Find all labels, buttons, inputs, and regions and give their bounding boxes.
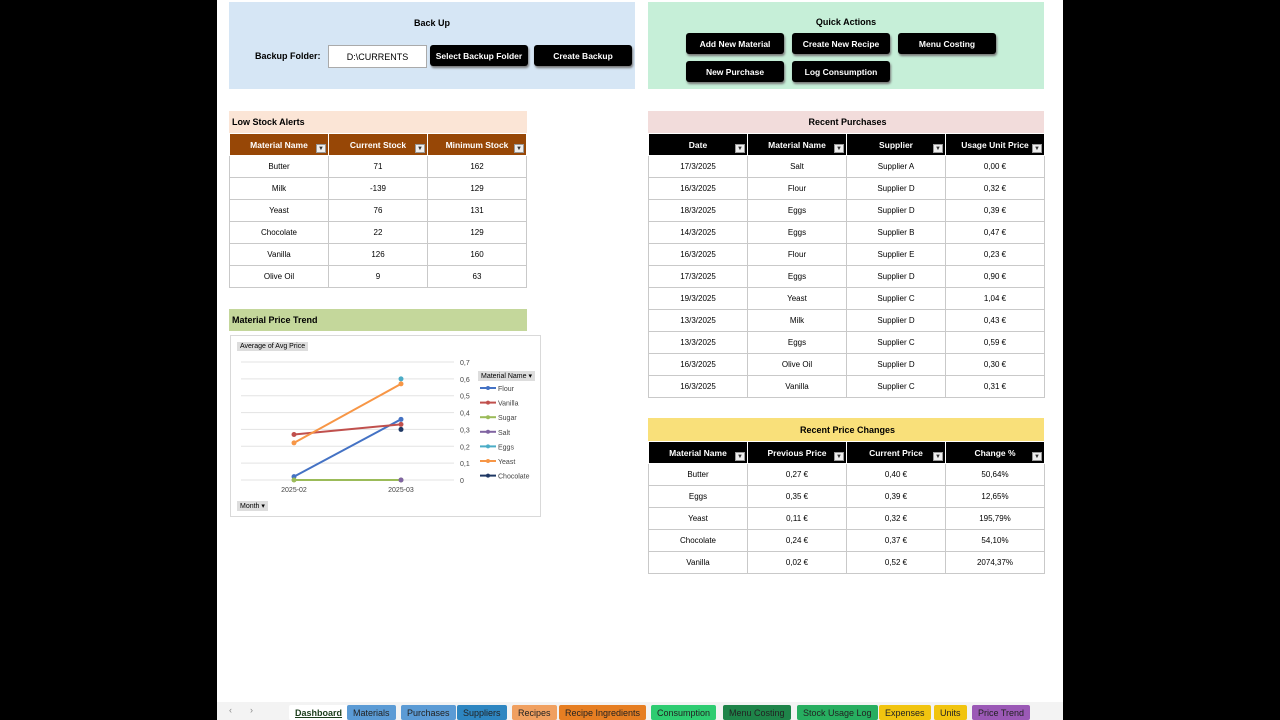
x-tick-label: 2025-03 (388, 487, 414, 494)
column-header[interactable] (329, 134, 428, 156)
scroll-right-icon[interactable]: › (250, 705, 253, 715)
column-header[interactable] (748, 134, 847, 156)
table-cell[interactable]: Supplier B (847, 222, 946, 244)
sheet-tab[interactable]: Dashboard (289, 705, 348, 720)
table-cell[interactable]: 16/3/2025 (649, 376, 748, 398)
legend-label[interactable]: Chocolate (498, 473, 530, 481)
sheet-tab[interactable]: Stock Usage Log (797, 705, 878, 720)
column-header[interactable] (847, 134, 946, 156)
column-header-label: Previous Price (767, 447, 827, 458)
price-trend-chart[interactable] (230, 335, 541, 517)
y-tick-label: 0,3 (460, 427, 470, 435)
table-cell[interactable]: 0,32 € (946, 178, 1045, 200)
column-header-label: Material Name (768, 139, 826, 150)
table-cell[interactable]: 129 (428, 178, 527, 200)
column-header-label: Change % (974, 447, 1016, 458)
sheet-tab[interactable]: Price Trend (972, 705, 1030, 720)
legend-label[interactable]: Vanilla (498, 400, 519, 408)
x-tick-label: 2025-02 (281, 487, 307, 494)
table-cell[interactable]: 162 (428, 156, 527, 178)
table-cell[interactable]: 0,02 € (748, 552, 847, 574)
material-price-trend-title: Material Price Trend (229, 309, 527, 331)
data-point-eggs[interactable] (399, 376, 404, 381)
backup-panel (229, 2, 635, 89)
table-cell[interactable]: Chocolate (649, 530, 748, 552)
table-cell[interactable]: Supplier C (847, 376, 946, 398)
y-tick-label: 0 (460, 478, 464, 485)
table-cell[interactable]: 0,47 € (946, 222, 1045, 244)
data-point-flour[interactable] (399, 417, 404, 422)
table-row (649, 178, 1045, 200)
y-tick-label: 0,5 (460, 393, 470, 401)
sheet-tab[interactable]: Units (934, 705, 967, 720)
menu-costing-button[interactable]: Menu Costing (898, 33, 996, 54)
column-header[interactable] (428, 134, 527, 156)
legend-marker (486, 474, 490, 478)
recent-price-changes-table (648, 441, 1045, 574)
column-header-label: Usage Unit Price (961, 139, 1029, 150)
table-cell[interactable]: Butter (649, 464, 748, 486)
table-cell[interactable]: 16/3/2025 (649, 244, 748, 266)
legend-marker (486, 415, 490, 419)
table-cell[interactable]: Supplier D (847, 266, 946, 288)
table-cell[interactable]: 131 (428, 200, 527, 222)
add-new-material-button[interactable]: Add New Material (686, 33, 784, 54)
filter-dropdown-icon[interactable]: ▼ (1032, 144, 1042, 153)
table-cell[interactable]: Olive Oil (230, 266, 329, 288)
column-header[interactable] (946, 134, 1045, 156)
table-row (649, 222, 1045, 244)
recent-purchases-title: Recent Purchases (648, 111, 1044, 133)
column-header-label: Material Name (250, 139, 308, 150)
table-cell[interactable]: Supplier C (847, 332, 946, 354)
data-point-chocolate[interactable] (399, 427, 404, 432)
table-row (230, 156, 527, 178)
table-cell[interactable]: Salt (748, 156, 847, 178)
low-stock-table (229, 133, 527, 288)
table-row (649, 244, 1045, 266)
column-header-label: Date (688, 139, 708, 150)
sheet-tab[interactable]: Materials (347, 705, 396, 720)
column-header-label: Minimum Stock (445, 139, 509, 150)
table-cell[interactable]: 0,40 € (847, 464, 946, 486)
table-row (230, 244, 527, 266)
table-cell[interactable]: 71 (329, 156, 428, 178)
table-row (649, 508, 1045, 530)
table-cell[interactable]: Supplier D (847, 200, 946, 222)
legend-marker (486, 444, 490, 448)
legend-label[interactable]: Flour (498, 386, 514, 393)
table-row (649, 310, 1045, 332)
table-cell[interactable]: 195,79% (946, 508, 1045, 530)
series-line-yeast (294, 384, 401, 443)
data-point-vanilla[interactable] (292, 432, 297, 437)
table-row (649, 486, 1045, 508)
month-filter-label: Month (240, 503, 260, 510)
table-cell[interactable]: 0,90 € (946, 266, 1045, 288)
filter-dropdown-icon[interactable]: ▼ (1032, 452, 1042, 461)
table-cell[interactable]: 17/3/2025 (649, 266, 748, 288)
table-cell[interactable]: 0,00 € (946, 156, 1045, 178)
table-cell[interactable]: 0,32 € (847, 508, 946, 530)
legend-label[interactable]: Eggs (498, 444, 514, 452)
sheet-tab[interactable]: Recipes (512, 705, 557, 720)
table-cell[interactable]: 0,59 € (946, 332, 1045, 354)
recent-price-changes-title: Recent Price Changes (648, 418, 1044, 441)
table-cell[interactable]: 126 (329, 244, 428, 266)
header-row (649, 442, 1045, 464)
legend-marker (486, 401, 490, 405)
table-cell[interactable]: Supplier A (847, 156, 946, 178)
column-header[interactable] (649, 442, 748, 464)
table-cell[interactable]: Milk (230, 178, 329, 200)
y-tick-label: 0,1 (460, 461, 470, 469)
scroll-left-icon[interactable]: ‹ (229, 705, 232, 715)
data-point-sugar[interactable] (292, 478, 297, 483)
backup-title: Back Up (413, 18, 450, 28)
sheet-tab[interactable]: Menu Costing (723, 705, 791, 720)
table-row (649, 530, 1045, 552)
table-row (649, 354, 1045, 376)
create-backup-button[interactable]: Create Backup (534, 45, 632, 66)
table-cell[interactable]: 50,64% (946, 464, 1045, 486)
table-row (230, 200, 527, 222)
table-row (649, 156, 1045, 178)
column-header-label: Current Stock (349, 139, 407, 150)
table-cell[interactable]: 14/3/2025 (649, 222, 748, 244)
table-cell[interactable]: 13/3/2025 (649, 332, 748, 354)
month-filter-button[interactable]: Month ▾ (237, 501, 268, 511)
column-header[interactable] (649, 134, 748, 156)
log-consumption-button[interactable]: Log Consumption (792, 61, 890, 82)
legend-title: Material Name (481, 373, 527, 380)
quick-actions-title: Quick Actions (815, 17, 877, 27)
table-cell[interactable]: Flour (748, 244, 847, 266)
table-cell[interactable]: Vanilla (748, 376, 847, 398)
column-header-label: Supplier (878, 139, 913, 150)
filter-dropdown-icon[interactable]: ▼ (514, 144, 524, 153)
table-cell[interactable]: Olive Oil (748, 354, 847, 376)
table-cell[interactable]: 0,31 € (946, 376, 1045, 398)
table-cell[interactable]: Eggs (748, 222, 847, 244)
sheet-tab[interactable]: Recipe Ingredients (559, 705, 646, 720)
y-tick-label: 0,4 (460, 410, 470, 418)
table-cell[interactable]: 16/3/2025 (649, 354, 748, 376)
table-cell[interactable]: 0,39 € (946, 200, 1045, 222)
legend-label[interactable]: Salt (498, 429, 511, 437)
sheet-tab-bar (217, 702, 1063, 720)
table-row (649, 464, 1045, 486)
table-cell[interactable]: Supplier D (847, 310, 946, 332)
table-cell[interactable]: Eggs (748, 266, 847, 288)
sheet-tab[interactable]: Purchases (401, 705, 456, 720)
y-tick-label: 0,7 (460, 360, 470, 367)
table-cell[interactable]: 16/3/2025 (649, 178, 748, 200)
new-purchase-button[interactable]: New Purchase (686, 61, 784, 82)
sheet-tab[interactable]: Expenses (879, 705, 931, 720)
table-cell[interactable]: 0,43 € (946, 310, 1045, 332)
table-cell[interactable]: 2074,37% (946, 552, 1045, 574)
column-header[interactable] (847, 442, 946, 464)
table-row (649, 376, 1045, 398)
series-line-flour (294, 419, 401, 476)
table-cell[interactable]: Butter (230, 156, 329, 178)
table-cell[interactable]: 0,23 € (946, 244, 1045, 266)
table-cell[interactable]: 160 (428, 244, 527, 266)
table-cell[interactable]: 129 (428, 222, 527, 244)
table-cell[interactable]: Eggs (649, 486, 748, 508)
table-cell[interactable]: 0,24 € (748, 530, 847, 552)
column-header[interactable] (946, 442, 1045, 464)
filter-dropdown-icon[interactable]: ▼ (933, 144, 943, 153)
backup-folder-field[interactable]: D:\CURRENTS (328, 45, 427, 68)
table-cell[interactable]: 19/3/2025 (649, 288, 748, 310)
legend-marker (486, 386, 490, 390)
data-point-yeast[interactable] (399, 381, 404, 386)
table-row (649, 552, 1045, 574)
legend-label[interactable]: Sugar (498, 415, 517, 423)
table-cell[interactable]: 76 (329, 200, 428, 222)
table-cell[interactable]: Eggs (748, 200, 847, 222)
table-row (649, 266, 1045, 288)
table-cell[interactable]: 0,30 € (946, 354, 1045, 376)
table-cell[interactable]: 1,04 € (946, 288, 1045, 310)
table-cell[interactable]: 0,11 € (748, 508, 847, 530)
filter-dropdown-icon[interactable]: ▼ (316, 144, 326, 153)
table-cell[interactable]: Supplier D (847, 178, 946, 200)
table-cell[interactable]: 0,27 € (748, 464, 847, 486)
table-cell[interactable]: 0,52 € (847, 552, 946, 574)
table-row (230, 266, 527, 288)
filter-dropdown-icon[interactable]: ▼ (415, 144, 425, 153)
filter-dropdown-icon[interactable]: ▼ (735, 144, 745, 153)
table-row (649, 200, 1045, 222)
column-header[interactable] (230, 134, 329, 156)
filter-dropdown-icon[interactable]: ▼ (735, 452, 745, 461)
legend-marker (486, 430, 490, 434)
table-cell[interactable]: Vanilla (649, 552, 748, 574)
table-cell[interactable]: Yeast (748, 288, 847, 310)
table-cell[interactable]: 54,10% (946, 530, 1045, 552)
table-row (649, 288, 1045, 310)
table-cell[interactable]: 17/3/2025 (649, 156, 748, 178)
y-tick-label: 0,6 (460, 376, 470, 384)
data-point-salt[interactable] (399, 478, 404, 483)
table-cell[interactable]: Supplier C (847, 288, 946, 310)
table-cell[interactable]: 12,65% (946, 486, 1045, 508)
data-point-vanilla[interactable] (399, 422, 404, 427)
sheet-tab[interactable]: Suppliers (457, 705, 507, 720)
table-cell[interactable]: -139 (329, 178, 428, 200)
column-header-label: Material Name (669, 447, 727, 458)
create-new-recipe-button[interactable]: Create New Recipe (792, 33, 890, 54)
select-backup-folder-button[interactable]: Select Backup Folder (430, 45, 528, 66)
table-cell[interactable]: Milk (748, 310, 847, 332)
backup-folder-label: Backup Folder: (255, 51, 321, 61)
table-cell[interactable]: Supplier D (847, 354, 946, 376)
table-cell[interactable]: 18/3/2025 (649, 200, 748, 222)
low-stock-title: Low Stock Alerts (229, 111, 527, 133)
table-cell[interactable]: 0,37 € (847, 530, 946, 552)
table-cell[interactable]: Yeast (230, 200, 329, 222)
y-tick-label: 0,2 (460, 444, 470, 452)
value-field-button[interactable]: Average of Avg Price (237, 342, 308, 351)
table-cell[interactable]: 0,35 € (748, 486, 847, 508)
filter-dropdown-icon[interactable]: ▼ (834, 452, 844, 461)
table-cell[interactable]: Flour (748, 178, 847, 200)
table-cell[interactable]: 22 (329, 222, 428, 244)
table-cell[interactable]: 13/3/2025 (649, 310, 748, 332)
table-cell[interactable]: Supplier E (847, 244, 946, 266)
table-row (230, 178, 527, 200)
table-cell[interactable]: 9 (329, 266, 428, 288)
filter-dropdown-icon[interactable]: ▼ (834, 144, 844, 153)
header-row (649, 134, 1045, 156)
legend-label[interactable]: Yeast (498, 459, 516, 466)
recent-purchases-table (648, 133, 1045, 398)
quick-actions-panel (648, 2, 1044, 89)
table-row (230, 222, 527, 244)
column-header-label: Current Price (869, 447, 923, 458)
filter-dropdown-icon[interactable]: ▼ (933, 452, 943, 461)
table-cell[interactable]: Vanilla (230, 244, 329, 266)
table-cell[interactable]: Chocolate (230, 222, 329, 244)
table-cell[interactable]: 0,39 € (847, 486, 946, 508)
column-header[interactable] (748, 442, 847, 464)
legend-filter-button[interactable]: Material Name ▾ (478, 371, 535, 381)
table-cell[interactable]: Eggs (748, 332, 847, 354)
table-cell[interactable]: 63 (428, 266, 527, 288)
sheet-tab[interactable]: Consumption (651, 705, 716, 720)
header-row (230, 134, 527, 156)
table-row (649, 332, 1045, 354)
data-point-yeast[interactable] (292, 440, 297, 445)
legend-marker (486, 459, 490, 463)
table-cell[interactable]: Yeast (649, 508, 748, 530)
